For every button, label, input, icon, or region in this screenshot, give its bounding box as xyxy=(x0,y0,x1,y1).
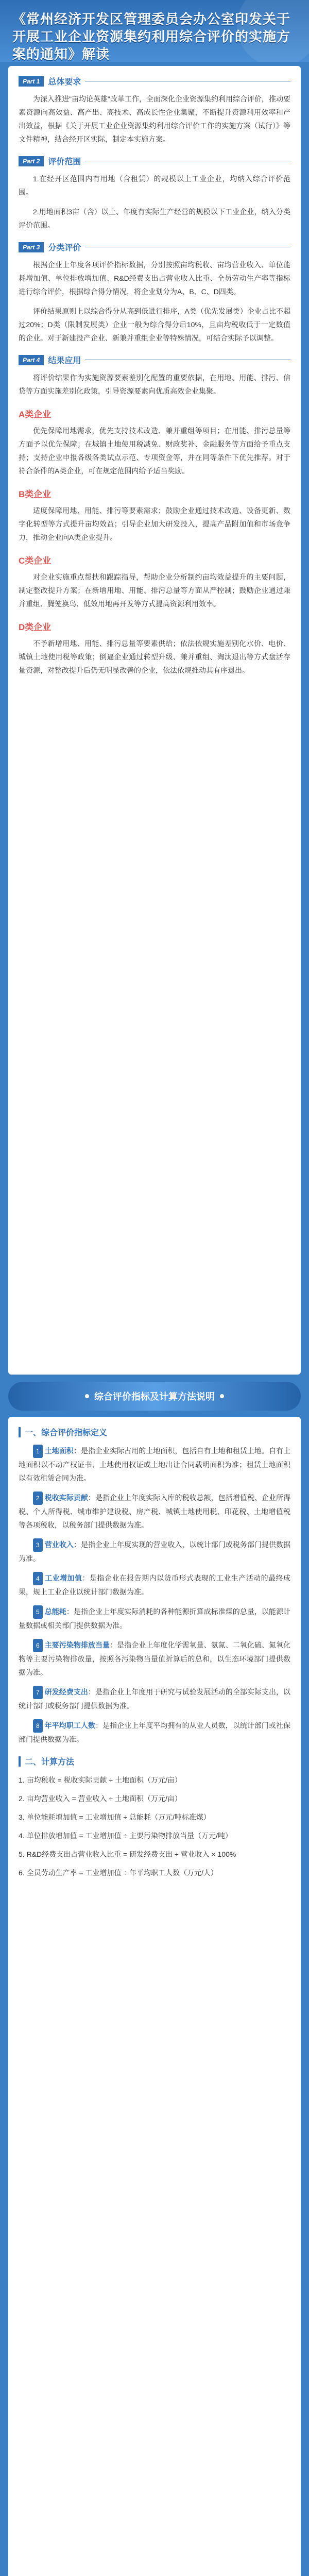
indicator-heading-text: 一、综合评价指标定义 xyxy=(25,1429,108,1437)
indicator-name: 研发经费支出 xyxy=(44,1688,88,1696)
indicator-item: 6 主要污染物排放当量：是指企业上年度化学需氧量、氨氮、二氧化硫、氮氧化物等主要污染物排放量，按照各污染物当量值折算后的总和，以生态环境部门提供数据为准。 xyxy=(19,1638,290,1679)
indicator-name: 主要污染物排放当量 xyxy=(44,1641,110,1649)
indicator-number: 1 xyxy=(33,1445,43,1458)
formula: 2. 亩均营业收入 = 营业收入 ÷ 土地面积（万元/亩） xyxy=(19,1794,182,1803)
part-tag: Part 2 xyxy=(19,156,44,166)
indicator-text: 是指企业上年度平均拥有的从业人员数，以统计部门或社保部门提供数据为准。 xyxy=(19,1721,291,1743)
indicator-item: 2 税收实际贡献：是指企业上年度实际入库的税收总额，包括增值税、企业所得税、个人所得税、城市维护建设税、房产税、城镇土地使用税、印花税、土地增值税等各项税收，以税务部门提供数据为准。 xyxy=(19,1491,290,1532)
paragraph: 2.用地面积3亩（含）以上、年度有实际生产经营的规模以下工业企业，纳入分类评价范围。 xyxy=(19,208,290,229)
indicator-item: 3 营业收入：是指企业上年度实现的营业收入，以统计部门或税务部门提供数据为准。 xyxy=(19,1538,290,1565)
indicator-text: 是指企业上年度实现的营业收入，以统计部门或税务部门提供数据为准。 xyxy=(19,1540,291,1563)
part-tag: Part 4 xyxy=(19,355,44,365)
indicator-item: 7 研发经费支出：是指企业上年度用于研究与试验发展活动的全部实际支出，以统计部门或税务部门提供数据为准。 xyxy=(19,1685,290,1713)
indicator-item: 8 年平均职工人数：是指企业上年度平均拥有的从业人员数，以统计部门或社保部门提供数据为准。 xyxy=(19,1719,290,1746)
indicator-text: 是指企业上年度用于研究与试验发展活动的全部实际支出，以统计部门或税务部门提供数据为准。 xyxy=(19,1688,291,1710)
indicator-item: 1 土地面积：是指企业实际占用的土地面积，包括自有土地和租赁土地。自有土地面积以不动产权证书、土地使用权证或土地出让合同载明面积为准；租赁土地面积以有效租赁合同为准。 xyxy=(19,1444,290,1485)
category-c-heading: C类企业 xyxy=(19,556,52,566)
section-header-part3 xyxy=(19,241,290,253)
page-title: 《常州经济开发区管理委员会办公室印发关于开展工业企业资源集约利用综合评价的实施方案的通知》解读 xyxy=(12,11,291,62)
header-decoration xyxy=(237,0,309,62)
indicator-number: 7 xyxy=(33,1686,43,1699)
indicator-number: 2 xyxy=(33,1492,43,1505)
indicator-text: 是指企业上年度实际消耗的各种能源折算成标准煤的总量，以能源计量数据或相关部门提供数据为准。 xyxy=(19,1607,291,1630)
paragraph: 将评价结果作为实施资源要素差别化配置的重要依据，在用地、用能、排污、信贷等方面实施差别化政策，引导资源要素向优质高效企业集聚。 xyxy=(19,374,290,395)
part-tag: Part 3 xyxy=(19,242,44,252)
category-d-heading: D类企业 xyxy=(19,622,52,632)
indicator-number: 8 xyxy=(33,1719,43,1733)
heading-bar xyxy=(19,1756,21,1767)
banner-dot-icon xyxy=(85,1394,89,1398)
section-header-part2 xyxy=(19,155,290,167)
paragraph: 评价结果原则上以综合得分从高到低进行排序，A类（优先发展类）企业占比不超过20%；D类（限制发展类）企业一般为综合得分后10%，且亩均税收低于一定数值的企业。对于新建投产企业、新兼并重组企业等特殊情况，可结合实际予以调整。 xyxy=(19,307,290,342)
section-header-part4 xyxy=(19,354,290,366)
header xyxy=(0,0,309,62)
paragraph: 为深入推进"亩均论英雄"改革工作，全面深化企业资源集约利用综合评价，推动要素资源向高效益、高产出、高技术、高成长性企业集聚，不断提升资源利用效率和产出效益，根据《关于开展工业企业资源集约利用综合评价工作的实施方案（试行）》等文件精神，结合经开区实际，制定本实施方案。 xyxy=(19,95,290,143)
indicator-name: 营业收入 xyxy=(44,1540,74,1549)
section-title: 结果应用 xyxy=(48,357,81,365)
indicator-number: 6 xyxy=(33,1639,43,1652)
indicator-banner xyxy=(8,1382,301,1411)
section-title: 总体要求 xyxy=(48,78,81,87)
indicator-name: 年平均职工人数 xyxy=(44,1721,95,1730)
indicator-text: 是指企业实际占用的土地面积，包括自有土地和租赁土地。自有土地面积以不动产权证书、土地使用权证或土地出让合同载明面积为准；租赁土地面积以有效租赁合同为准。 xyxy=(19,1447,291,1482)
formula: 5. R&D经费支出占营业收入比重 = 研发经费支出 ÷ 营业收入 × 100% xyxy=(19,1850,236,1858)
indicator-name: 土地面积 xyxy=(44,1447,74,1455)
banner-title: 综合评价指标及计算方法说明 xyxy=(94,1392,215,1402)
method-heading-text: 二、计算方法 xyxy=(25,1758,75,1767)
part-tag: Part 1 xyxy=(19,76,44,87)
heading-bar xyxy=(19,1427,21,1437)
paragraph: 1.在经开区范围内有用地（含租赁）的规模以上工业企业，均纳入综合评价范围。 xyxy=(19,175,290,196)
category-c-text: 对企业实施重点帮扶和跟踪指导，帮助企业分析制约亩均效益提升的主要问题，制定整改提升方案；在新增用地、用能、排污总量等方面从严控制；鼓励企业通过兼并重组、腾笼换鸟、低效用地再开发等方式提高资源利用效率。 xyxy=(19,573,290,608)
category-a-heading: A类企业 xyxy=(19,410,52,419)
method-heading xyxy=(19,1755,290,1767)
banner-dot-icon xyxy=(220,1394,224,1398)
indicator-name: 税收实际贡献 xyxy=(44,1494,88,1502)
indicator-item: 4 工业增加值：是指企业在报告期内以货币形式表现的工业生产活动的最终成果，规上工业企业以统计部门数据为准。 xyxy=(19,1571,290,1599)
indicator-text: 是指企业上年度实际入库的税收总额，包括增值税、企业所得税、个人所得税、城市维护建设税、房产税、城镇土地使用税、印花税、土地增值税等各项税收，以税务部门提供数据为准。 xyxy=(19,1494,291,1529)
category-d-text: 不予新增用地、用能、排污总量等要素供给；依法依规实施差别化水价、电价、城镇土地使用税等政策；倒逼企业通过转型升级、兼并重组、淘汰退出等方式盘活存量资源，对整改提升后仍无明显改善的企业，依法依规推动其有序退出。 xyxy=(19,639,290,674)
indicator-card xyxy=(8,1417,301,2576)
indicator-text: 是指企业在报告期内以货币形式表现的工业生产活动的最终成果，规上工业企业以统计部门数据为准。 xyxy=(19,1574,291,1596)
category-b-heading: B类企业 xyxy=(19,489,52,499)
category-a-text: 优先保障用地需求，优先支持技术改造、兼并重组等项目；在用能、排污总量等方面予以优先保障；在城镇土地使用税减免、财政奖补、金融服务等方面给予重点支持；支持企业申报各级各类试点示范、专项资金等，并在同等条件下优先推荐。对于符合条件的A类企业，可在规定范围内给予适当奖励。 xyxy=(19,427,290,475)
formula: 1. 亩均税收 = 税收实际贡献 ÷ 土地面积（万元/亩） xyxy=(19,1776,182,1784)
formula: 6. 全员劳动生产率 = 工业增加值 ÷ 年平均职工人数（万元/人） xyxy=(19,1869,218,1877)
formula: 3. 单位能耗增加值 = 工业增加值 ÷ 总能耗（万元/吨标准煤） xyxy=(19,1813,211,1821)
category-b-text: 适度保障用地、用能、排污等要素需求；鼓励企业通过技术改造、设备更新、数字化转型等方式提升亩均效益；引导企业加大研发投入，提高产品附加值和市场竞争力，推动企业向A类企业提升。 xyxy=(19,506,290,541)
policy-card xyxy=(8,66,301,1375)
indicator-number: 5 xyxy=(33,1605,43,1619)
formula: 4. 单位排放增加值 = 工业增加值 ÷ 主要污染物排放当量（万元/吨） xyxy=(19,1832,232,1840)
indicator-name: 总能耗 xyxy=(44,1607,66,1616)
indicator-name: 工业增加值 xyxy=(44,1574,82,1582)
section-title: 分类评价 xyxy=(48,244,81,252)
indicator-item: 5 总能耗：是指企业上年度实际消耗的各种能源折算成标准煤的总量，以能源计量数据或相关部门提供数据为准。 xyxy=(19,1605,290,1632)
section-header-part1 xyxy=(19,75,290,87)
paragraph: 根据企业上年度各项评价指标数据，分别按照亩均税收、亩均营业收入、单位能耗增加值、单位排放增加值、R&D经费支出占营业收入比重、全员劳动生产率等指标进行综合评价，根据综合得分情况，将企业划分为A、B、C、D四类。 xyxy=(19,261,290,296)
section-title: 评价范围 xyxy=(48,158,81,166)
indicator-number: 4 xyxy=(33,1572,43,1585)
indicator-heading xyxy=(19,1426,290,1438)
indicator-text: 是指企业上年度化学需氧量、氨氮、二氧化硫、氮氧化物等主要污染物排放量，按照各污染物当量值折算后的总和，以生态环境部门提供数据为准。 xyxy=(19,1641,291,1676)
indicator-number: 3 xyxy=(33,1538,43,1552)
